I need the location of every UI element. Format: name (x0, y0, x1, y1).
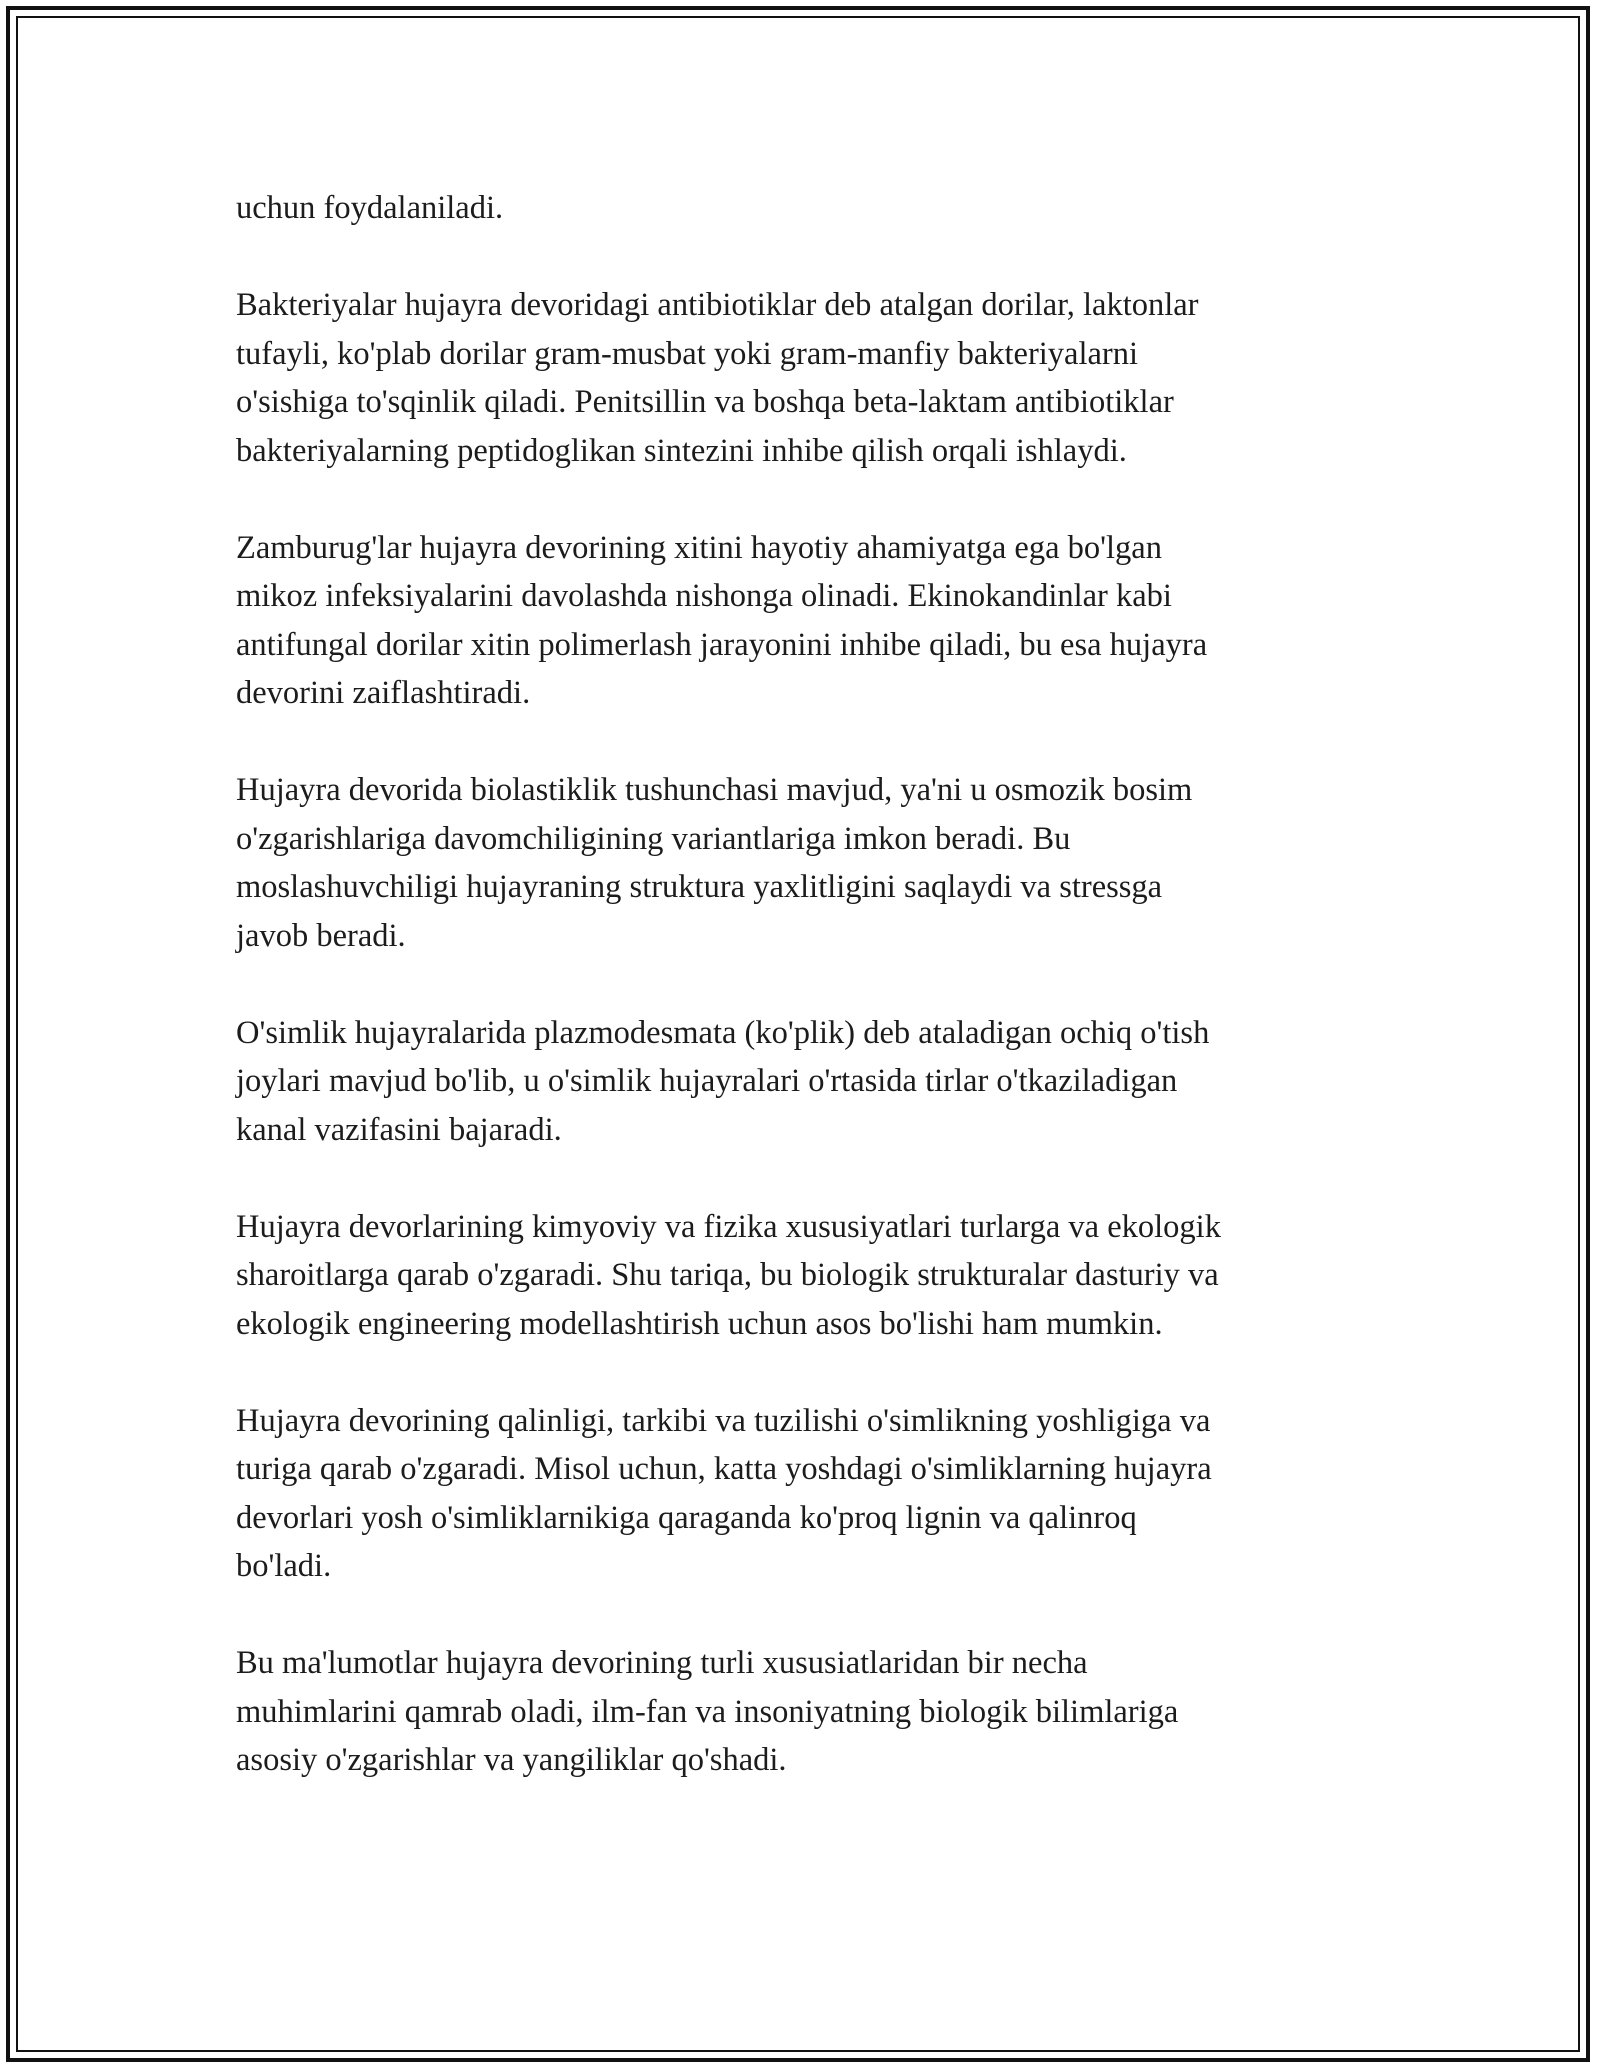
paragraph-thickness-composition: Hujayra devorining qalinligi, tarkibi va tuzilishi o'simlikning yoshligiga va turiga qarab o'zgaradi. Misol uchun, katta yoshdagi o'simliklarning hujayra devorlari yosh o'simliklarnikiga qaraganda ko'proq lignin va qalinroq bo'ladi. (236, 1402, 1212, 1584)
paragraph-chemical-physical-properties: Hujayra devorlarining kimyoviy va fizika xususiyatlari turlarga va ekologik sharoitlarga qarab o'zgaradi. Shu tariqa, bu biologik strukturalar dasturiy va ekologik engineering modellashtirish uchun asos bo'lishi ham mumkin. (236, 1208, 1221, 1342)
paragraph-bioelasticity: Hujayra devorida biolastiklik tushunchasi mavjud, ya'ni u osmozik bosim o'zgarishlariga davomchiligining variantlariga imkon beradi. Bu moslashuvchiligi hujayraning struktura yaxlitligini saqlaydi va stressga javob beradi. (236, 772, 1193, 954)
paragraph-plasmodesmata: O'simlik hujayralarida plazmodesmata (ko'plik) deb ataladigan ochiq o'tish joylari mavjud bo'lib, u o'simlik hujayralari o'rtasida tirlar o'tkaziladigan kanal vazifasini bajaradi. (236, 1014, 1210, 1148)
paragraph-continuation: uchun foydalaniladi. (236, 190, 504, 226)
paragraph-fungi-chitin: Zamburug'lar hujayra devorining xitini hayotiy ahamiyatga ega bo'lgan mikoz infeksiyalarini davolashda nishonga olinadi. Ekinokandinlar kabi antifungal dorilar xitin polimerlash jarayonini inhibe qiladi, bu esa hujayra devorini zaiflashtiradi. (236, 529, 1208, 711)
paragraph-bacteria-antibiotics: Bakteriyalar hujayra devoridagi antibiotiklar deb atalgan dorilar, laktonlar tufayli, ko'plab dorilar gram-musbat yoki gram-manfiy bakteriyalarni o'sishiga to'sqinlik qiladi. Penitsillin va boshqa beta-laktam antibiotiklar bakteriyalarning peptidoglikan sintezini inhibe qilish orqali ishlaydi. (236, 287, 1199, 469)
document-body (236, 184, 1366, 1785)
paragraph-conclusion: Bu ma'lumotlar hujayra devorining turli xususiatlaridan bir necha muhimlarini qamrab oladi, ilm-fan va insoniyatning biologik bilimlariga asosiy o'zgarishlar va yangiliklar qo'shadi. (236, 1645, 1179, 1778)
